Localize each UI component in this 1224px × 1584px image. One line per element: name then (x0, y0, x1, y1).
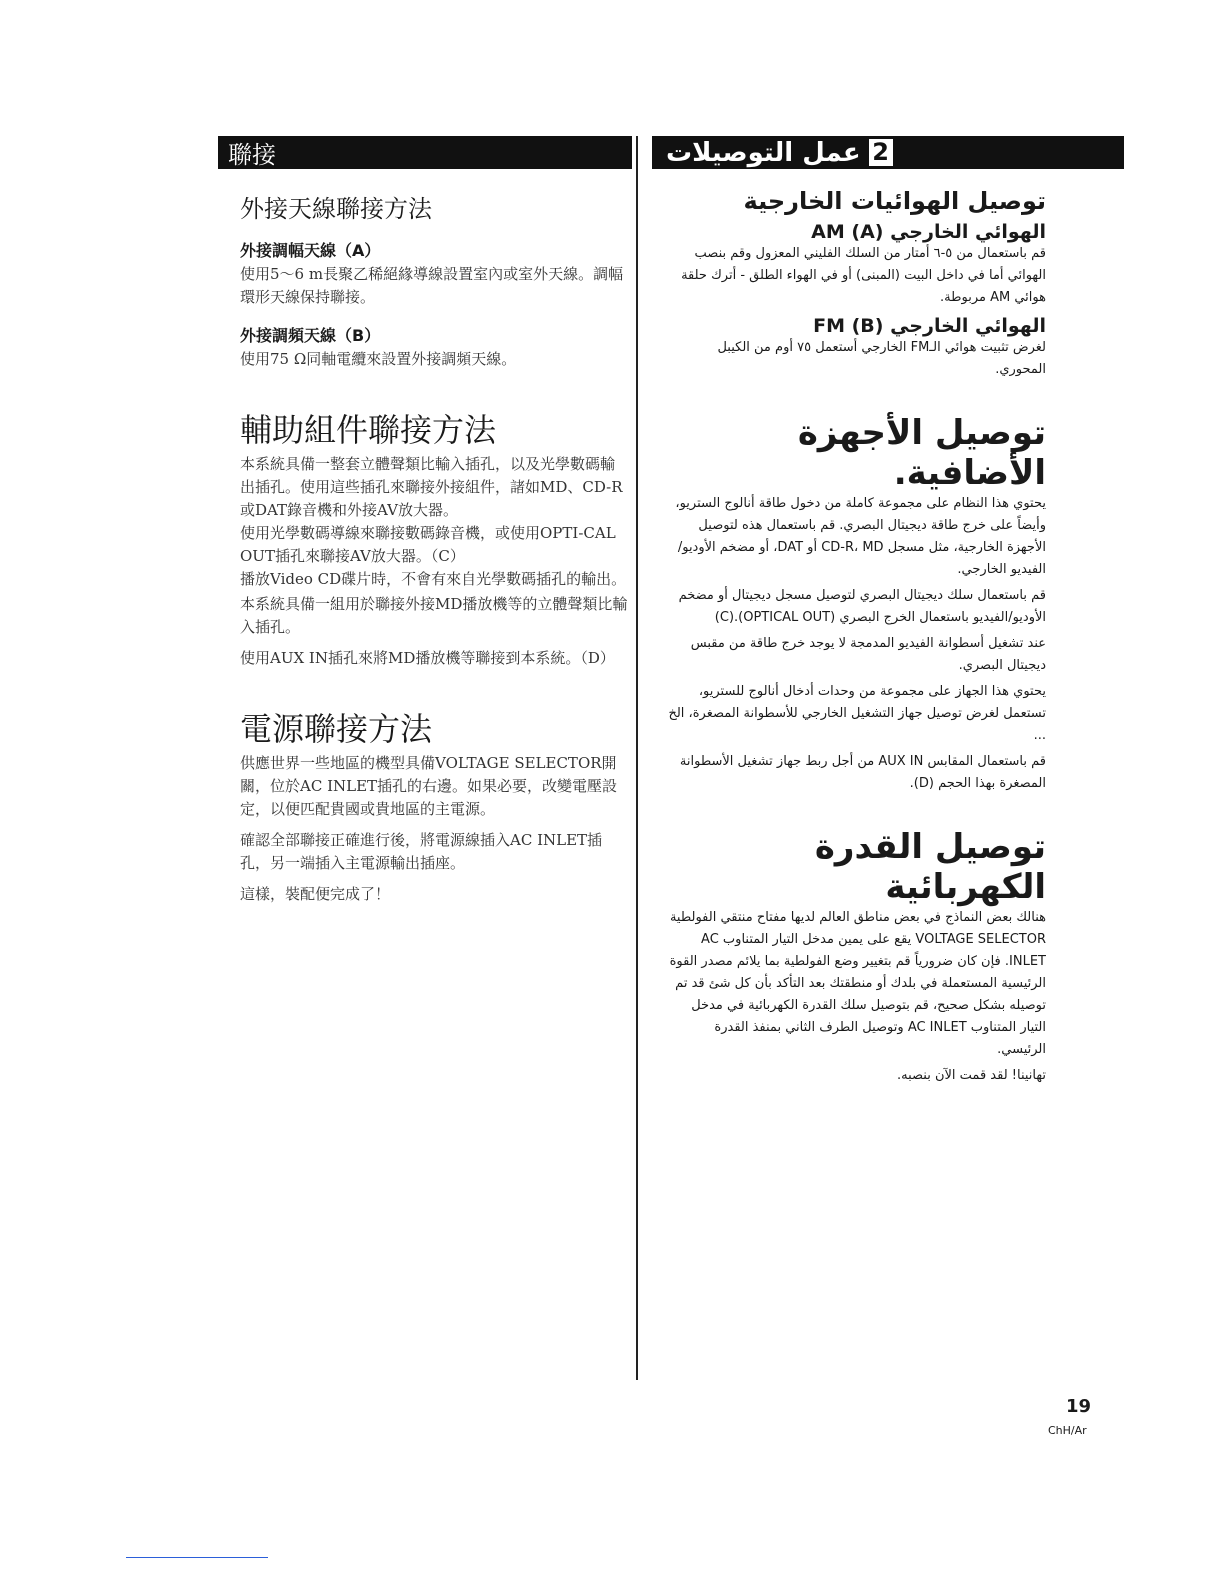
power-paragraph-3: 這樣，裝配便完成了！ (240, 885, 391, 903)
chinese-header-title: 聯接 (228, 141, 276, 169)
antenna-heading-ar: توصيل الهوائيات الخارجية (743, 187, 1046, 215)
antenna-heading: 外接天線聯接方法 (240, 195, 432, 223)
aux-paragraph-1-ar: يحتوي هذا النظام على مجموعة كاملة من دخول طاقة أنالوج الستريو، وأيضاً على خرج طاقة ديجيتال البصري. قم باستعمال هذه لتوصيل الأجهزة الخارجية، مثل مسجل CD-R، MD أو DAT، أو مضخم الأوديو/الفيديو الخارجي. (675, 496, 1046, 577)
chinese-section-header (218, 136, 632, 169)
aux-paragraph-4-ar: يحتوي هذا الجهاز على مجموعة من وحدات أدخال أنالوج للستريو، تستعمل لغرض توصيل جهاز التشغيل الخارجي للأسطوانة المصغرة، الخ ... (668, 684, 1046, 743)
am-antenna-text-ar: قم باستعمال من ٥-٦ أمتار من السلك الفليني المعزول وقم بنصب الهوائي أما في داخل البيت (المبنى) أو في الهواء الطلق - أترك حلقة هوائي AM مربوطة. (681, 246, 1046, 305)
chinese-column (218, 136, 632, 914)
aux-paragraph-3: 播放Video CD碟片時，不會有來自光學數碼插孔的輸出。 (240, 570, 627, 588)
fm-antenna-label: 外接調頻天線（B） (240, 326, 381, 345)
arabic-column (652, 136, 1124, 1091)
aux-paragraph-5: 使用AUX IN插孔來將MD播放機等聯接到本系統。（D） (240, 649, 615, 667)
power-paragraph-1: 供應世界一些地區的機型具備VOLTAGE SELECTOR開關，位於AC INLET插孔的右邊。如果必要，改變電壓設定，以便匹配貴國或貴地區的主電源。 (240, 754, 618, 818)
page-language-code: ChH/Ar (1048, 1424, 1087, 1437)
fm-antenna-label-ar: الهوائي الخارجي FM (B) (813, 315, 1046, 337)
aux-paragraph-4: 本系統具備一組用於聯接外接MD播放機等的立體聲類比輸入插孔。 (240, 595, 628, 636)
power-paragraph-2-ar: تهانينا! لقد قمت الآن بنصبه. (896, 1068, 1046, 1083)
aux-paragraph-1: 本系統具備一整套立體聲類比輸入插孔，以及光學數碼輸出插孔。使用這些插孔來聯接外接組件，諸如MD、CD-R或DAT錄音機和外接AV放大器。 (240, 455, 623, 519)
arabic-section-header (652, 136, 1124, 169)
aux-paragraph-5-ar: قم باستعمال المقابس AUX IN من أجل ربط جهاز تشغيل الأسطوانة المصغرة بهذا الحجم (D). (679, 754, 1046, 791)
aux-paragraph-2-ar: قم باستعمال سلك ديجيتال البصري لتوصيل مسجل ديجيتال أو مضخم الأوديو/الفيديو باستعمال الخرج البصري (OPTICAL OUT).(C) (678, 588, 1046, 625)
section-number: 2 (869, 139, 893, 166)
power-paragraph-2: 確認全部聯接正確進行後，將電源線插入AC INLET插孔，另一端插入主電源輸出插座。 (240, 831, 603, 872)
footer-rule (126, 1557, 268, 1558)
fm-antenna-text-ar: لغرض تثبيت هوائي الـFM الخارجي أستعمل ٧٥ أوم من الكيبل المحوري. (717, 340, 1046, 377)
arabic-header-title: عمل التوصيلات (666, 137, 861, 168)
power-paragraph-1-ar: هنالك بعض النماذج في بعض مناطق العالم لديها مفتاح منتقي الفولطية VOLTAGE SELECTOR يقع على يمين مدخل التيار المتناوب AC INLET. فإن كان ضرورياً قم بتغيير وضع الفولطية بما يلائم مصدر القوة الرئيسية المستعملة في بلدك أو منطقتك بعد التأكد بأن كل شئ قد تم توصيله بشكل صحيح، قم بتوصيل سلك القدرة الكهربائية في مدخل التيار المتناوب AC INLET وتوصيل الطرف الثاني بمنفذ القدرة الرئيسي. (669, 910, 1046, 1057)
am-antenna-text: 使用5～6 m長聚乙稀絕緣導線設置室內或室外天線。調幅環形天線保持聯接。 (240, 265, 624, 306)
aux-paragraph-2: 使用光學數碼導線來聯接數碼錄音機，或使用OPTI-CAL OUT插孔來聯接AV放大器。（C） (240, 524, 616, 565)
am-antenna-label: 外接調幅天線（A） (240, 241, 381, 260)
am-antenna-label-ar: الهوائي الخارجي AM (A) (811, 221, 1046, 243)
fm-antenna-text: 使用75 Ω同軸電纜來設置外接調頻天線。 (240, 350, 517, 368)
aux-paragraph-3-ar: عند تشغيل أسطوانة الفيديو المدمجة لا يوجد خرج طاقة من مقبس ديجيتال البصري. (690, 636, 1046, 673)
aux-heading: 輔助組件聯接方法 (240, 411, 497, 449)
power-heading-ar: توصيل القدرة الكهربائية (814, 827, 1046, 907)
page-number: 19 (1066, 1396, 1092, 1417)
aux-heading-ar: توصيل الأجهزة الأضافية. (797, 413, 1046, 493)
power-heading: 電源聯接方法 (240, 710, 433, 748)
column-divider (636, 136, 638, 1380)
